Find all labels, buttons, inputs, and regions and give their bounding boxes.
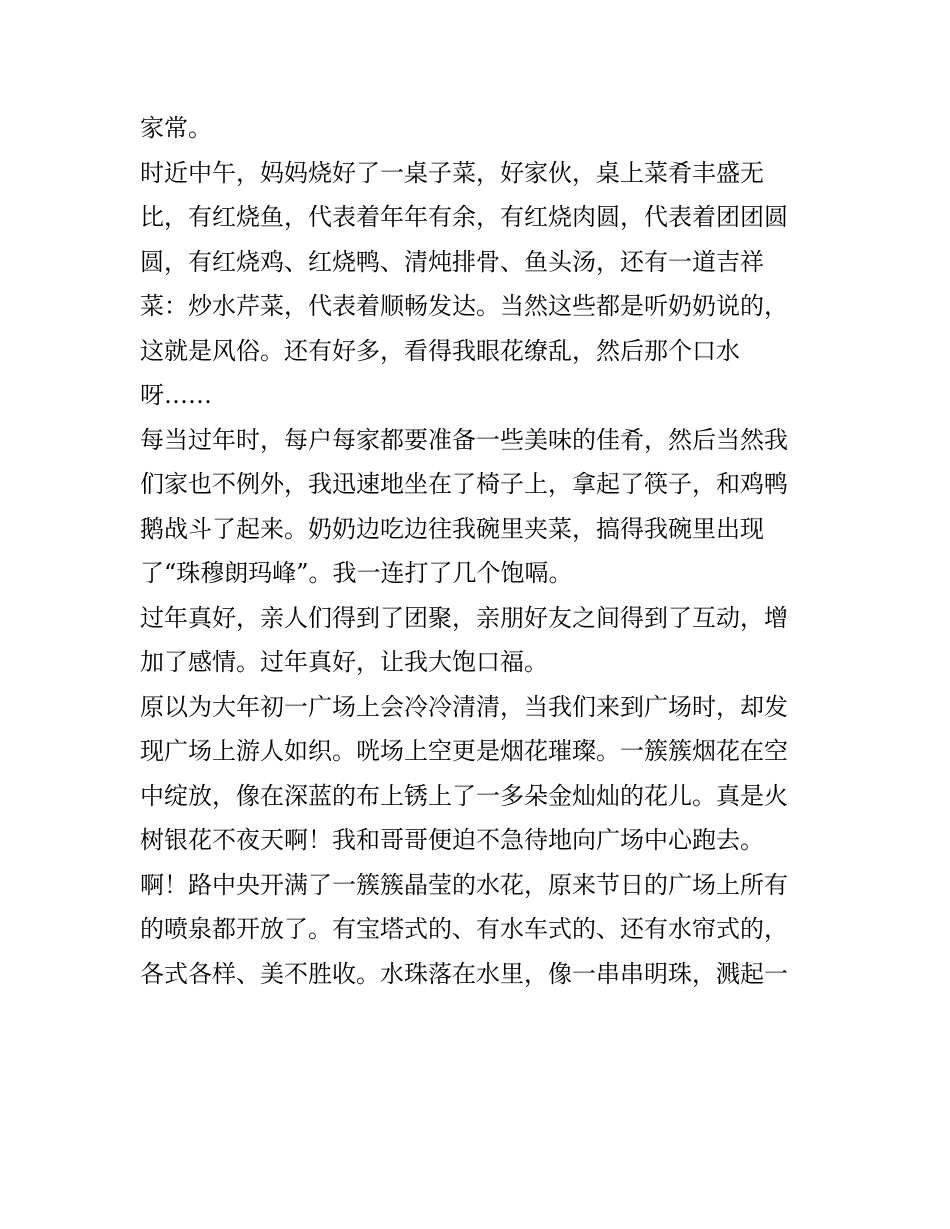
- text-line: 啊！路中央开满了一簇簇晶莹的水花，原来节日的广场上所有: [140, 870, 788, 899]
- text-line: 家常。: [140, 114, 212, 142]
- text-line: 各式各样、美不胜收。水珠落在水里，像一串串明珠，溅起一: [140, 959, 788, 988]
- text-line: 们家也不例外，我迅速地坐在了椅子上，拿起了筷子，和鸡鸭: [140, 470, 788, 498]
- text-line: 的喷泉都开放了。有宝塔式的、有水车式的、还有水帘式的，: [140, 915, 788, 943]
- text-line: 树银花不夜天啊！我和哥哥便迫不急待地向广场中心跑去。: [140, 826, 764, 854]
- text-line: 过年真好，亲人们得到了团聚，亲朋好友之间得到了互动，增: [140, 603, 788, 632]
- text-line: 原以为大年初一广场上会冷冷清清，当我们来到广场时，却发: [140, 692, 788, 721]
- text-line: 鹅战斗了起来。奶奶边吃边往我碗里夹菜，搞得我碗里出现: [140, 514, 764, 543]
- text-line: 这就是风俗。还有好多，看得我眼花缭乱，然后那个口水: [140, 336, 740, 365]
- text-line: 圆，有红烧鸡、红烧鸭、清炖排骨、鱼头汤，还有一道吉祥: [140, 247, 764, 276]
- text-line: 每当过年时，每户每家都要准备一些美味的佳肴，然后当然我: [140, 425, 788, 454]
- document-body: [140, 106, 820, 996]
- text-line: 中绽放，像在深蓝的布上锈上了一多朵金灿灿的花儿。真是火: [140, 781, 788, 810]
- text-line: 呀……: [140, 381, 212, 409]
- text-line: 菜：炒水芹菜，代表着顺畅发达。当然这些都是听奶奶说的，: [140, 292, 788, 320]
- text-line: 比，有红烧鱼，代表着年年有余，有红烧肉圆，代表着团团圆: [140, 203, 788, 231]
- text-line: 加了感情。过年真好，让我大饱口福。: [140, 648, 548, 676]
- text-line: 了“珠穆朗玛峰”。我一连打了几个饱嗝。: [140, 559, 573, 587]
- text-line: 现广场上游人如织。咣场上空更是烟花璀璨。一簇簇烟花在空: [140, 737, 788, 765]
- text-line: 时近中午，妈妈烧好了一桌子菜，好家伙，桌上菜肴丰盛无: [140, 158, 764, 187]
